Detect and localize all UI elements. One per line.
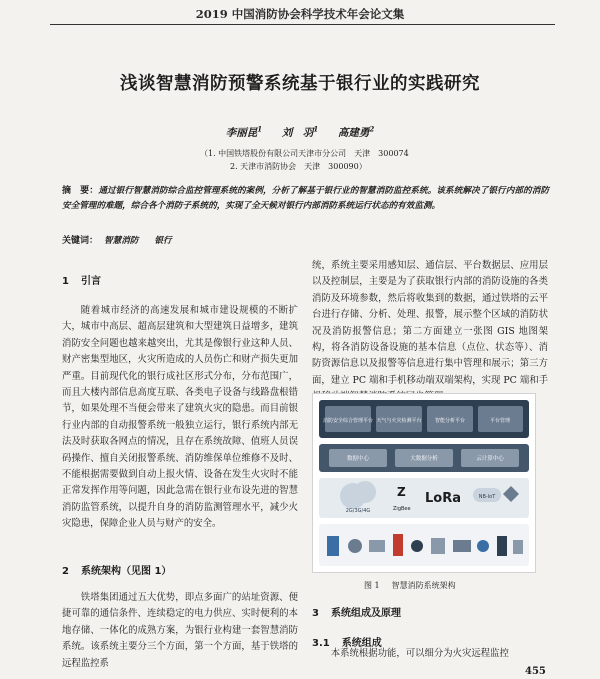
protocol-label: 2G/3G/4G [345,508,371,514]
top-box-label: 平台管理 [489,418,511,424]
protocol-label: ZigBee [393,506,411,512]
paper-title: 浅谈智慧消防预警系统基于银行业的实践研究 [120,74,480,94]
architecture-diagram [313,394,535,572]
device-icon [411,540,423,552]
device-icon [369,540,385,552]
abstract-label: 摘 要： [62,186,99,196]
page-number: 455 [525,666,546,677]
keywords-label: 关键词： [62,236,99,246]
abstract-text: 通过银行智慧消防综合监控管理系统的案例，分析了解基于银行业的智慧消防监控系统。该系统解决了银行内部的消防安全管理的难题，综合各个消防子系统的，实现了全天候对银行内部消防系统运行状态的有效监测。 [62,186,549,212]
intro-paragraph: 随着城市经济的高速发展和城市建设规模的不断扩大，城市中高层、超高层建筑和大型建筑日益增多，建筑消防安全问题也越来越突出，尤其是像银行业这种人员、财产密集型地区，火灾所造成的人员伤亡和财产损失更加严重。目前现代化的银行成社区形式分布，分布范围广，而且大楼内部信息高度互联、各类电子设备与线路盘根错节，如果处理不当便会带来了建筑火灾的隐患。而目前银行业内部的自动报警系统一般独立运行，银行系统内部无法及时获取各网点的情况，且存在系统故障、值班人员误码操作、擅自关闭报警系统、消防维保单位维修不及时、不能根据需要做到自动上报火情、设备在发生火灾时不能正常发挥作用等问题，因此急需在银行业布设先进的智慧消防监管系统，以提升自身的消防监测管理水平，减少火灾隐患，保障企业人员与财产的安全。 [62,305,298,530]
affiliation: （1. 中国铁塔股份有限公司天津市分公司 天津 300074 [200,149,409,158]
right-column-paragraph: 统，系统主要采用感知层、通信层、平台数据层、应用层以及控制层，主要是为了获取银行内部的消防设施的各类消防及环境参数，然后将收集到的数据，通过铁塔的云平台进行存储、分析、处理、报警，展示整个区域的消防状况及消防报警信息；第二方面建立一张图 GIS 地图架构，将各消防设备设施的基本信息（点位、状态等）、消防资源信息以及报警等信息进行集中管理和展示；第三方面，建立 PC 端和手机移动端双端架构，实现 PC 端和手 [312,260,548,386]
middle-box-label: 数据中心 [346,456,370,462]
top-box-label: 消防安全综合管理平台 [322,418,374,424]
device-icon [327,536,339,556]
zigbee-logo-icon: Z [397,485,406,499]
device-icon [477,540,489,552]
author-list [0,124,600,140]
middle-box-label: 云计算中心 [476,456,504,462]
device-icon [513,540,523,554]
device-icon [348,539,362,553]
top-box-label: 天气与火灾检测平台 [376,418,422,424]
author: 李丽昆$^1$ [225,124,263,139]
abstract [62,184,549,215]
section-heading-2: 2 系统架构（见图 1） [62,566,172,577]
affiliation: 2. 天津市消防协会 天津 300090） [230,162,367,171]
device-icon [453,540,471,552]
figure-caption: 图 1 智慧消防系统架构 [364,581,456,590]
author: 刘 羽$^1$ [281,124,319,139]
running-header: 2019 中国消防协会科学技术年会论文集 [195,7,405,21]
protocol-label: LoRa [425,491,461,506]
keyword: 智慧消防 [104,236,139,246]
middle-box-label: 大数据分析 [410,456,438,462]
section-3-1-paragraph: 本系统根据功能，可以细分为火灾远程监控 [330,648,509,659]
section-heading-3: 3 系统组成及原理 [312,608,401,619]
architecture-paragraph: 铁塔集团通过五大优势，即点多面广的站址资源、便捷可靠的通信条件、连续稳定的电力供应、实时便利的本地存储、一体化的成熟方案，为银行业构建一套智慧消防系统。该系统主要分三个方面，第一个方面，基于铁塔的远程监控系 [62,592,298,669]
top-box-label: 智能分析平台 [434,418,466,424]
figure-1-architecture [312,393,536,573]
section-heading-3-1: 3.1 系统组成 [312,638,382,649]
keywords [62,233,172,246]
keyword: 银行 [154,236,172,246]
protocol-label: NB-IoT [478,494,496,500]
device-icon [497,536,507,556]
author: 高建勇$^2$ [337,124,375,139]
extinguisher-icon [393,534,403,556]
section-heading-1: 1 引言 [62,276,101,287]
device-icon [431,538,445,554]
header-rule [50,24,555,25]
